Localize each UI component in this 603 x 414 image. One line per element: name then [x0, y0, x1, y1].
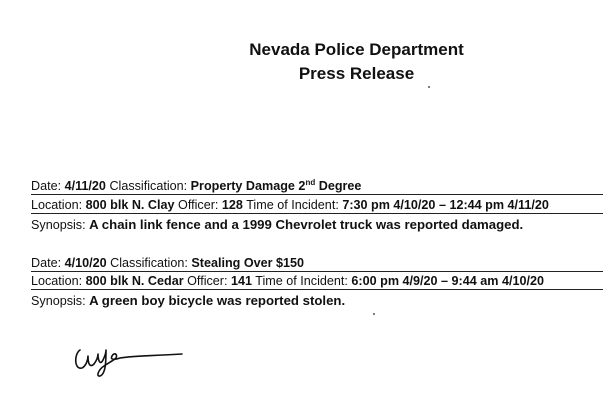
scan-speck: [373, 313, 375, 315]
department-title: Nevada Police Department: [249, 40, 464, 59]
incident-1-location-row: [31, 197, 603, 214]
date-label: Date:: [31, 179, 62, 193]
incident-2-synopsis-row: [31, 293, 603, 309]
time-label: Time of Incident:: [255, 274, 348, 288]
incident-location: 800 blk N. Clay: [85, 198, 175, 212]
classification-label: Classification:: [109, 179, 188, 193]
incident-synopsis: A chain link fence and a 1999 Chevrolet truck was reported damaged.: [89, 217, 524, 232]
scan-speck: [428, 86, 430, 88]
incident-date: 4/11/20: [64, 179, 106, 193]
incident-2-date-row: [31, 255, 603, 272]
incident-time: 7:30 pm 4/10/20 – 12:44 pm 4/11/20: [342, 198, 549, 212]
document-type-title: Press Release: [298, 64, 415, 83]
classification-label: Classification:: [110, 256, 188, 270]
incident-officer: 141: [230, 274, 252, 288]
incident-1-date-row: [31, 178, 603, 195]
incident-classification: Property Damage 2nd Degree: [190, 177, 362, 193]
synopsis-label: Synopsis:: [31, 294, 86, 308]
incident-date: 4/10/20: [64, 256, 107, 270]
incident-classification: Stealing Over $150: [191, 256, 305, 270]
incident-location: 800 blk N. Cedar: [85, 274, 184, 288]
incident-officer: 128: [221, 198, 243, 212]
incident-1-synopsis-row: [31, 217, 603, 233]
location-label: Location:: [31, 198, 83, 212]
signature: [70, 330, 190, 380]
incident-2-location-row: [31, 273, 603, 290]
officer-label: Officer:: [178, 198, 219, 212]
officer-label: Officer:: [187, 274, 228, 288]
location-label: Location:: [31, 274, 83, 288]
incident-time: 6:00 pm 4/9/20 – 9:44 am 4/10/20: [351, 274, 544, 288]
synopsis-label: Synopsis:: [31, 218, 86, 232]
time-label: Time of Incident:: [246, 198, 339, 212]
date-label: Date:: [31, 256, 62, 270]
incident-synopsis: A green boy bicycle was reported stolen.: [89, 293, 346, 308]
